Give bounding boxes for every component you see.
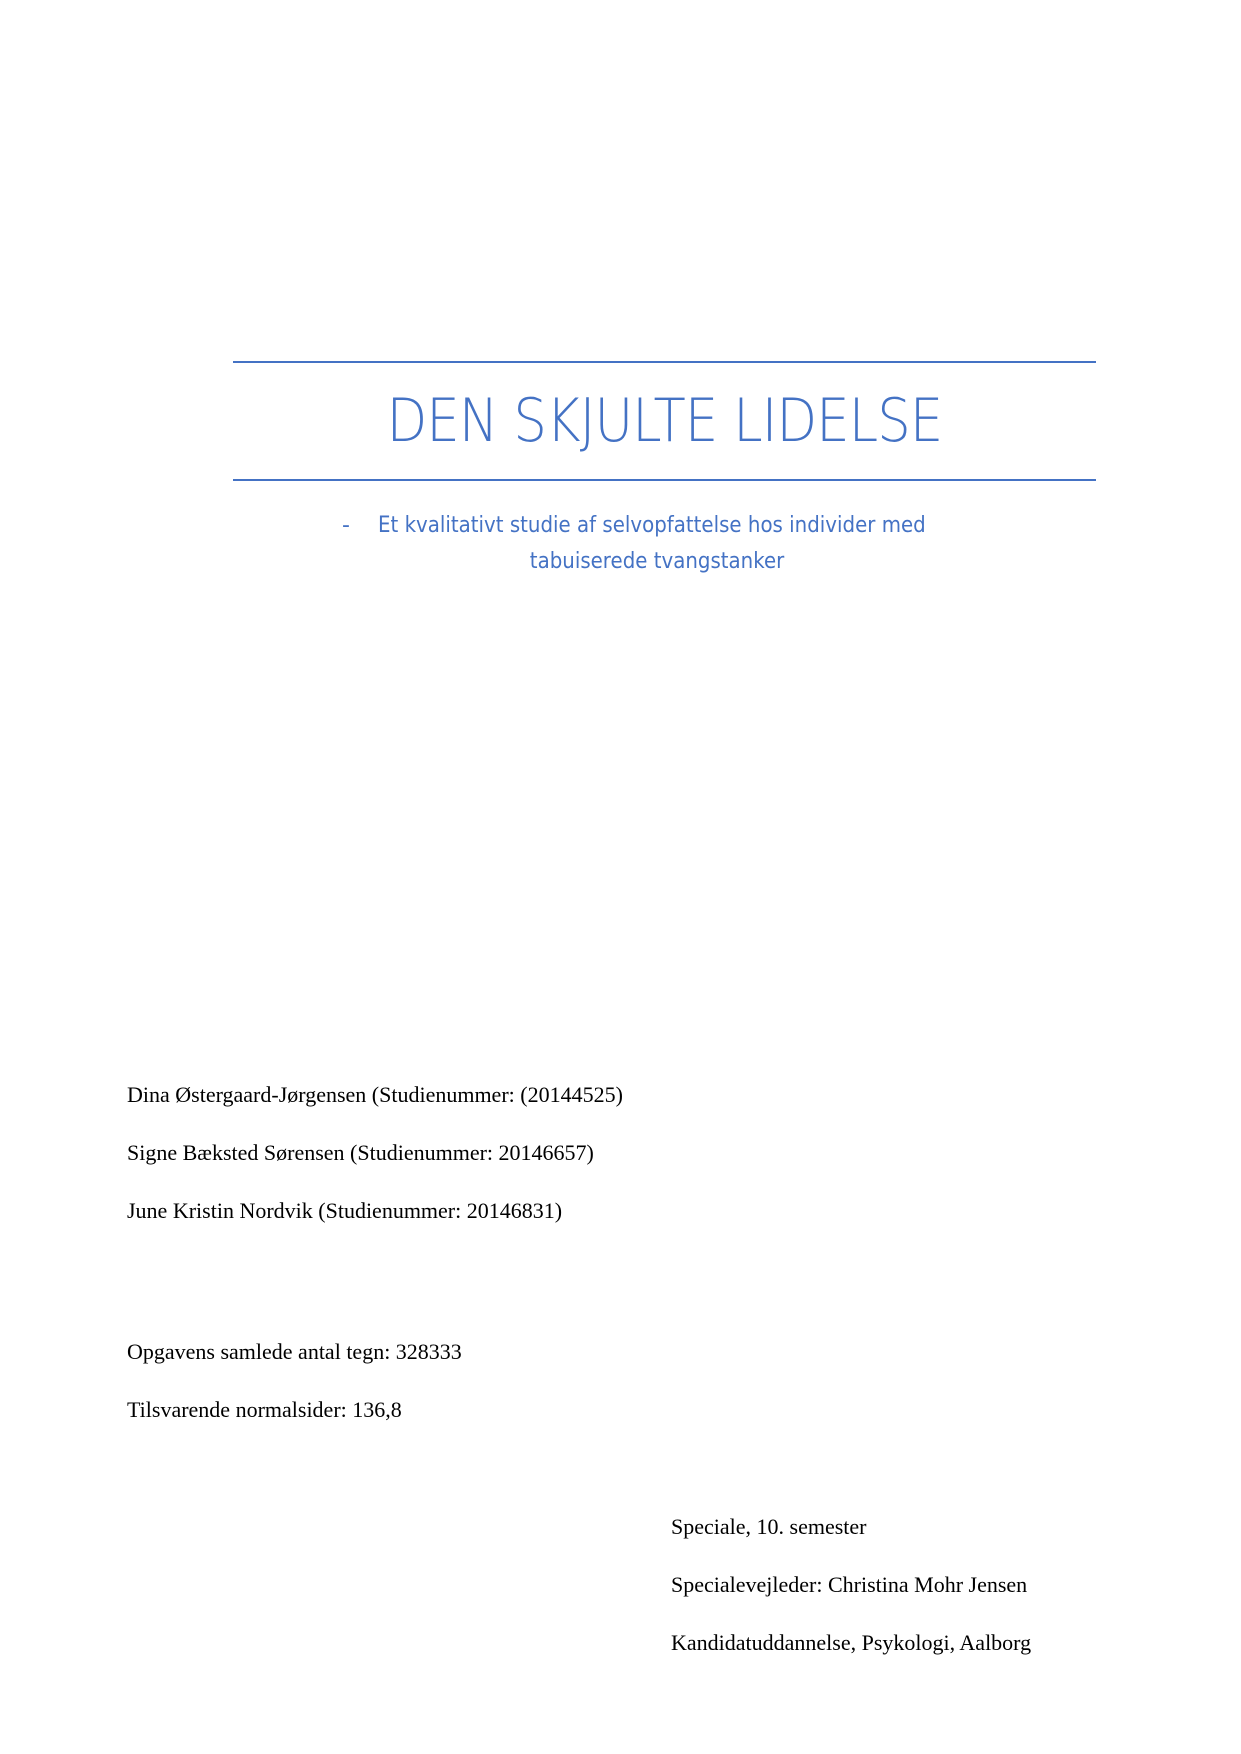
thesis-type: Speciale, 10. semester [671,1514,867,1539]
title-top-rule [233,361,1096,363]
authors-list [127,1066,623,1240]
document-subtitle [330,508,1060,580]
thesis-supervisor: Specialevejleder: Christina Mohr Jensen [671,1572,1028,1597]
subtitle-line-2: tabuiserede tvangstanker [529,549,785,574]
normal-pages-count: Tilsvarende normalsider: 136,8 [127,1397,402,1422]
thesis-program: Kandidatuddannelse, Psykologi, Aalborg [671,1630,1032,1655]
author-entry: Dina Østergaard-Jørgensen (Studienummer: (20144525) [127,1082,623,1107]
thesis-meta [671,1498,1031,1672]
character-count: Opgavens samlede antal tegn: 328333 [127,1339,462,1364]
document-stats [127,1323,462,1439]
document-title: DEN SKJULTE LIDELSE [386,386,943,456]
author-entry: June Kristin Nordvik (Studienummer: 20146831) [127,1198,563,1223]
author-entry: Signe Bæksted Sørensen (Studienummer: 20146657) [127,1140,594,1165]
subtitle-text-1: Et kvalitativt studie af selvopfattelse hos individer med [378,513,926,538]
subtitle-line-1 [330,508,1060,544]
title-bottom-rule [233,479,1096,481]
subtitle-bullet-dash: - [342,513,350,538]
